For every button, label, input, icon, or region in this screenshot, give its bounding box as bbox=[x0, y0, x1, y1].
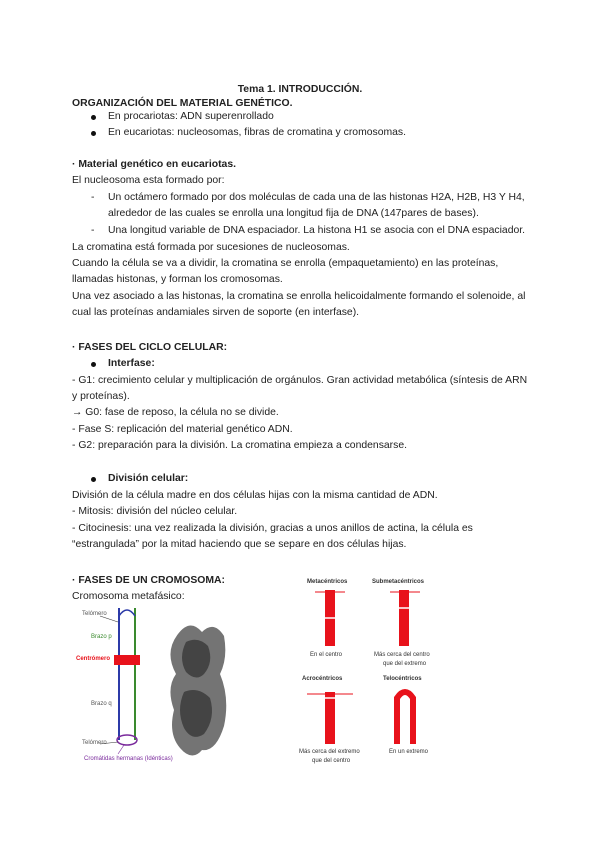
label-telomero-top: Telómero bbox=[82, 611, 107, 617]
chromosome-photo bbox=[170, 625, 226, 755]
paragraph: - Mitosis: división del núcleo celular. bbox=[72, 506, 238, 517]
label-telocentricos: Telocéntricos bbox=[383, 676, 422, 682]
label-acrocentricos: Acrocéntricos bbox=[302, 676, 343, 682]
paragraph: - G1: crecimiento celular y multiplicación de orgánulos. Gran actividad metabólica (síntesis de ARN bbox=[72, 375, 528, 386]
label-brazo-q: Brazo q bbox=[91, 701, 112, 707]
paragraph: La cromatina está formada por sucesiones de nucleosomas. bbox=[72, 242, 350, 253]
telomere-cap-top bbox=[119, 610, 135, 616]
label-mas-cerca-centro-l2: que del extremo bbox=[383, 661, 427, 667]
document-title: Tema 1. INTRODUCCIÓN. bbox=[237, 84, 363, 95]
paragraph: “estrangulada” por la mitad haciendo que se separe en dos células hijas. bbox=[72, 539, 407, 550]
label-brazo-p: Brazo p bbox=[91, 634, 112, 640]
paragraph: llamadas histonas, y forman los cromosomas. bbox=[72, 274, 283, 285]
list-item: Una longitud variable de DNA espaciador. La histona H1 se asocia con el DNA espaciador. bbox=[108, 225, 526, 236]
paragraph: y proteínas). bbox=[72, 391, 130, 402]
bullet-dot-icon bbox=[91, 131, 96, 136]
paragraph: - Fase S: replicación del material genético ADN. bbox=[72, 424, 293, 435]
label-cromatidas: Cromátidas hermanas (Idénticas) bbox=[84, 756, 173, 762]
section-heading-cromosoma: · FASES DE UN CROMOSOMA: bbox=[72, 575, 225, 586]
section-heading-eucariotas: · Material genético en eucariotas. bbox=[72, 159, 236, 170]
list-item: En eucariotas: nucleosomas, fibras de cromatina y cromosomas. bbox=[108, 127, 406, 138]
label-en-un-extremo: En un extremo bbox=[389, 749, 429, 755]
label-mas-cerca-centro: Más cerca del centro bbox=[374, 652, 430, 658]
bullet-dot-icon bbox=[91, 477, 96, 482]
list-item: En procariotas: ADN superenrollado bbox=[108, 111, 274, 122]
dash-marker: - bbox=[91, 192, 95, 203]
list-item-continuation: alrededor de las cuales se enrolla una longitud fija de DNA (147pares de bases). bbox=[108, 208, 479, 219]
bullet-dot-icon bbox=[91, 115, 96, 120]
paragraph: Una vez asociado a las histonas, la cromatina se enrolla helicoidalmente formando el solenoide, al bbox=[72, 291, 526, 302]
subheading-division: División celular: bbox=[108, 473, 189, 484]
label-mas-cerca-extremo-l2: que del centro bbox=[312, 758, 351, 764]
list-item: Un octámero formado por dos moléculas de cada una de las histonas H2A, H2B, H3 Y H4, bbox=[108, 192, 525, 203]
paragraph: - Citocinesis: una vez realizada la división, gracias a unos anillos de actina, la célula es bbox=[72, 523, 473, 534]
paragraph: División de la célula madre en dos células hijas con la misma cantidad de ADN. bbox=[72, 490, 438, 501]
paragraph: El nucleosoma esta formado por: bbox=[72, 175, 225, 186]
label-submetacentricos: Submetacéntricos bbox=[372, 579, 425, 585]
subheading-interfase: Interfase: bbox=[108, 358, 155, 369]
paragraph: Cuando la célula se va a dividir, la cromatina se enrolla (empaquetamiento) en las proteínas, bbox=[72, 258, 499, 269]
label-centromero: Centrómero bbox=[76, 656, 111, 662]
subheading-metafasico: Cromosoma metafásico: bbox=[72, 591, 185, 602]
paragraph: - G2: preparación para la división. La cromatina empieza a condensarse. bbox=[72, 440, 407, 451]
label-mas-cerca-extremo: Más cerca del extremo bbox=[299, 749, 360, 755]
paragraph: cual las proteínas andamiales sirven de soporte (en interfase). bbox=[72, 307, 360, 318]
dash-marker: - bbox=[91, 225, 95, 236]
section-heading-ciclo: · FASES DEL CICLO CELULAR: bbox=[72, 342, 228, 353]
label-en-el-centro: En el centro bbox=[310, 652, 343, 658]
section-heading-organizacion: ORGANIZACIÓN DEL MATERIAL GENÉTICO. bbox=[72, 98, 293, 109]
centromere-band bbox=[114, 655, 140, 665]
telocentric-chromosome bbox=[397, 692, 413, 744]
bullet-dot-icon bbox=[91, 362, 96, 367]
metacentric-chromosome bbox=[315, 590, 345, 646]
submetacentric-chromosome bbox=[390, 590, 420, 646]
label-telomero-bottom: Telómero bbox=[82, 740, 107, 746]
acrocentric-chromosome bbox=[307, 692, 353, 744]
label-metacentricos: Metacéntricos bbox=[307, 579, 348, 585]
paragraph: → G0: fase de reposo, la célula no se divide. bbox=[72, 407, 279, 418]
